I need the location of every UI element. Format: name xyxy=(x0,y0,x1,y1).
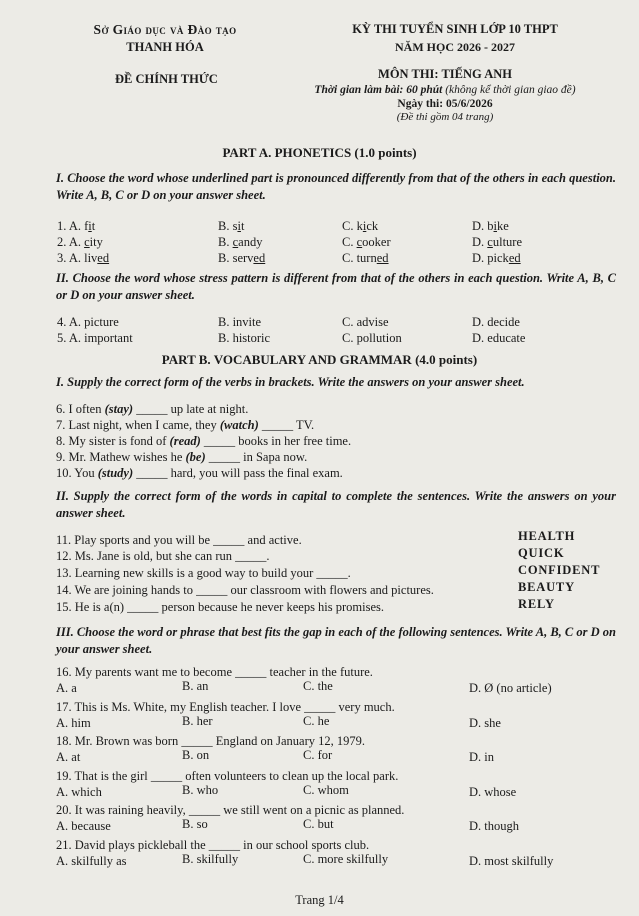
option-text: D. decide xyxy=(472,315,520,329)
option-c xyxy=(342,219,378,234)
time-limit-bold: Thời gian làm bài: 60 phút xyxy=(314,84,443,96)
underlined-part: ed xyxy=(376,251,389,265)
question-number: 15. xyxy=(56,600,75,614)
question-text: That is the girl _____ often volunteers to clean up the local park. xyxy=(74,768,399,783)
mcq-question xyxy=(56,838,369,853)
question-number: 4. xyxy=(57,315,69,329)
question-text-end: _____ books in her free time. xyxy=(200,434,352,448)
mcq-option-a: A. at xyxy=(56,750,81,764)
mcq-option-d: D. whose xyxy=(469,784,517,799)
option-c xyxy=(342,331,402,346)
word-form-question xyxy=(56,533,302,548)
option-text: B. xyxy=(218,235,233,249)
underlined-part: i xyxy=(362,219,367,233)
mcq-option-a: A. him xyxy=(56,715,91,730)
word-form-question xyxy=(56,600,384,615)
underlined-part: i xyxy=(493,219,498,233)
option-text: A. xyxy=(68,235,85,249)
mcq-option-b: B. an xyxy=(182,679,209,693)
option-text-end: andy xyxy=(238,235,263,249)
mcq-option-d: D. Ø (no article) xyxy=(469,681,552,695)
underlined-part: ed xyxy=(508,251,521,265)
question-number: 2. xyxy=(57,235,69,249)
underlined-part: c xyxy=(356,235,363,249)
option-text-end: ulture xyxy=(492,235,523,249)
question-text-end: _____ up late at night. xyxy=(133,402,249,416)
option-text: B. s xyxy=(218,219,238,233)
part-b-section-3-instruction: III. Choose the word or phrase that best fits the gap in each of the following sentences. Write A, B, C or D on your answer sheet. xyxy=(56,625,616,656)
option-a xyxy=(57,235,103,250)
option-text: A. picture xyxy=(68,315,119,329)
question-number: 14. xyxy=(56,583,75,597)
underlined-part: ed xyxy=(97,251,110,265)
question-number: 8. xyxy=(56,434,69,448)
question-number: 19. xyxy=(56,768,75,783)
option-text: A. important xyxy=(68,331,133,345)
question-number: 9. xyxy=(56,450,69,464)
word-form-question xyxy=(56,566,351,581)
question-number: 21. xyxy=(56,837,75,852)
option-d xyxy=(472,315,520,330)
mcq-option-a: A. a xyxy=(56,681,77,695)
question-number: 5. xyxy=(57,331,69,345)
underlined-part: c xyxy=(84,235,90,249)
question-text: We are joining hands to _____ our classroom with flowers and pictures. xyxy=(74,583,434,597)
mcq-option-b: B. skilfully xyxy=(182,851,239,866)
option-a xyxy=(57,251,109,266)
option-text-end: ck xyxy=(366,219,379,233)
option-d xyxy=(472,251,521,266)
mcq-option-b: B. her xyxy=(182,713,213,728)
capital-word: BEAUTY xyxy=(518,580,575,594)
question-text: Last night, when I came, they xyxy=(68,418,220,432)
option-b xyxy=(218,235,262,250)
question-text-end: _____ hard, you will pass the final exam. xyxy=(133,466,343,480)
underlined-part: ed xyxy=(253,251,266,265)
question-text: Play sports and you will be _____ and active. xyxy=(74,533,302,547)
option-b xyxy=(218,331,270,346)
option-b xyxy=(218,315,261,330)
question-text: Mr. Brown was born _____ England on January 12, 1979. xyxy=(74,734,365,748)
mcq-option-c: C. he xyxy=(303,713,330,728)
mcq-question xyxy=(56,665,373,680)
mcq-option-b: B. who xyxy=(182,782,219,797)
capital-word: RELY xyxy=(518,597,555,611)
option-text: D. xyxy=(472,235,488,249)
option-text: D. pick xyxy=(472,251,509,265)
capital-word: QUICK xyxy=(518,546,565,560)
mcq-option-d: D. in xyxy=(469,750,494,764)
option-text: D. educate xyxy=(472,331,526,345)
question-text: Ms. Jane is old, but she can run _____. xyxy=(74,549,270,563)
option-text-end: ooker xyxy=(362,235,391,249)
option-text-end: t xyxy=(240,219,245,233)
verb-in-brackets: (be) xyxy=(185,450,206,464)
underlined-part: i xyxy=(88,219,92,233)
verb-in-brackets: (study) xyxy=(97,466,134,480)
question-number: 11. xyxy=(56,533,75,547)
verb-question xyxy=(56,450,307,465)
option-text: B. invite xyxy=(218,315,262,329)
verb-in-brackets: (read) xyxy=(169,434,201,448)
department-name: Sở Giáo dục và Đào tạo xyxy=(93,22,237,37)
question-text-end: _____ in Sapa now. xyxy=(205,450,308,464)
part-a-title: PART A. PHONETICS (1.0 points) xyxy=(222,145,417,160)
verb-question xyxy=(56,434,351,449)
option-text: C. k xyxy=(342,219,363,233)
underlined-part: i xyxy=(237,219,241,233)
mcq-question xyxy=(56,803,404,818)
option-text: C. advise xyxy=(342,315,389,329)
option-text: C. turn xyxy=(342,251,377,265)
mcq-option-b: B. so xyxy=(182,817,208,831)
mcq-option-d: D. most skilfully xyxy=(469,853,554,868)
mcq-question xyxy=(56,769,398,784)
verb-question xyxy=(56,466,343,481)
part-b-section-2-instruction: II. Supply the correct form of the words in capital to complete the sentences. Write the answers on your answer sheet. xyxy=(56,489,616,520)
mcq-option-a: A. which xyxy=(56,784,102,799)
time-limit-rest: (không kể thời gian giao đề) xyxy=(442,84,576,96)
capital-word: CONFIDENT xyxy=(518,563,601,577)
mcq-question xyxy=(56,734,365,749)
option-b xyxy=(218,219,244,234)
part-b-section-1-instruction: I. Supply the correct form of the verbs in brackets. Write the answers on your answer sheet. xyxy=(56,375,525,389)
option-text: C. pollution xyxy=(342,331,402,345)
exam-title: KỲ THI TUYỂN SINH LỚP 10 THPT xyxy=(352,22,558,36)
option-a xyxy=(57,331,133,346)
mcq-option-d: D. she xyxy=(469,715,501,730)
verb-in-brackets: (watch) xyxy=(219,418,259,432)
page-number: Trang 1/4 xyxy=(295,893,344,907)
mcq-option-d: D. though xyxy=(469,819,519,833)
header-department xyxy=(40,22,290,55)
page-count: (Đề thi gồm 04 trang) xyxy=(396,111,494,123)
mcq-option-c: C. whom xyxy=(303,782,349,797)
question-text: My parents want me to become _____ teacher in the future. xyxy=(74,665,373,679)
underlined-part: c xyxy=(487,235,493,249)
question-text: My sister is fond of xyxy=(68,434,170,448)
underlined-part: c xyxy=(232,235,239,249)
question-text: You xyxy=(74,466,98,480)
question-number: 13. xyxy=(56,566,75,580)
question-number: 20. xyxy=(56,803,75,817)
question-text: David plays pickleball the _____ in our school sports club. xyxy=(74,837,370,852)
option-c xyxy=(342,315,389,330)
question-number: 18. xyxy=(56,734,75,748)
time-limit xyxy=(285,84,605,96)
mcq-option-a: A. because xyxy=(56,819,111,833)
option-c xyxy=(342,235,391,250)
option-b xyxy=(218,251,265,266)
mcq-option-c: C. for xyxy=(303,748,333,762)
question-text: It was raining heavily, _____ we still went on a picnic as planned. xyxy=(74,803,405,817)
mcq-option-c: C. the xyxy=(303,679,333,693)
question-text-end: _____ TV. xyxy=(258,418,315,432)
option-text: D. b xyxy=(472,219,494,233)
word-form-question xyxy=(56,549,270,564)
school-year: NĂM HỌC 2026 - 2027 xyxy=(395,40,515,54)
mcq-option-b: B. on xyxy=(182,748,210,762)
option-text: B. serv xyxy=(218,251,254,265)
verb-in-brackets: (stay) xyxy=(104,402,134,416)
option-c xyxy=(342,251,389,266)
question-text: This is Ms. White, my English teacher. I love _____ very much. xyxy=(74,699,395,714)
mcq-option-c: C. but xyxy=(303,817,334,831)
option-text-end: ke xyxy=(497,219,509,233)
option-text: A. f xyxy=(68,219,89,233)
option-d xyxy=(472,235,522,250)
option-text-end: t xyxy=(91,219,96,233)
capital-word: HEALTH xyxy=(518,529,576,543)
option-d xyxy=(472,219,509,234)
question-number: 10. xyxy=(56,466,75,480)
mcq-option-c: C. more skilfully xyxy=(303,851,389,866)
question-text: Learning new skills is a good way to build your _____. xyxy=(74,566,351,580)
mcq-option-a: A. skilfully as xyxy=(56,853,127,868)
question-number: 12. xyxy=(56,549,75,563)
question-number: 16. xyxy=(56,665,75,679)
question-number: 6. xyxy=(56,402,69,416)
option-d xyxy=(472,331,525,346)
question-number: 1. xyxy=(57,219,69,233)
question-number: 7. xyxy=(56,418,69,432)
header-exam xyxy=(300,22,610,55)
province-name: THANH HÓA xyxy=(126,40,204,54)
part-a-section-1-instruction: I. Choose the word whose underlined part is pronounced differently from that of the others in each question. Write A, B, C or D on your answer sheet. xyxy=(56,171,616,202)
part-a-section-2-instruction: II. Choose the word whose stress pattern is different from that of the others in each question. Write A, B, C or D on your answer sheet. xyxy=(56,271,616,302)
option-text-end: ity xyxy=(89,235,103,249)
option-text: B. historic xyxy=(218,331,271,345)
question-text: I often xyxy=(68,402,105,416)
subject-block xyxy=(285,67,605,123)
subject-title: MÔN THI: TIẾNG ANH xyxy=(378,67,512,81)
option-text: A. liv xyxy=(68,251,98,265)
official-label: ĐỀ CHÍNH THỨC xyxy=(115,72,218,86)
option-a xyxy=(57,315,119,330)
verb-question xyxy=(56,402,248,417)
word-form-question xyxy=(56,583,434,598)
question-text: Mr. Mathew wishes he xyxy=(68,450,186,464)
exam-date: Ngày thi: 05/6/2026 xyxy=(397,98,493,110)
verb-question xyxy=(56,418,314,433)
option-text: C. xyxy=(342,235,357,249)
question-number: 3. xyxy=(57,251,69,265)
question-text: He is a(n) _____ person because he never keeps his promises. xyxy=(74,600,385,614)
question-number: 17. xyxy=(56,699,75,714)
part-b-title: PART B. VOCABULARY AND GRAMMAR (4.0 points) xyxy=(161,352,478,367)
mcq-question xyxy=(56,700,395,715)
option-a xyxy=(57,219,95,234)
